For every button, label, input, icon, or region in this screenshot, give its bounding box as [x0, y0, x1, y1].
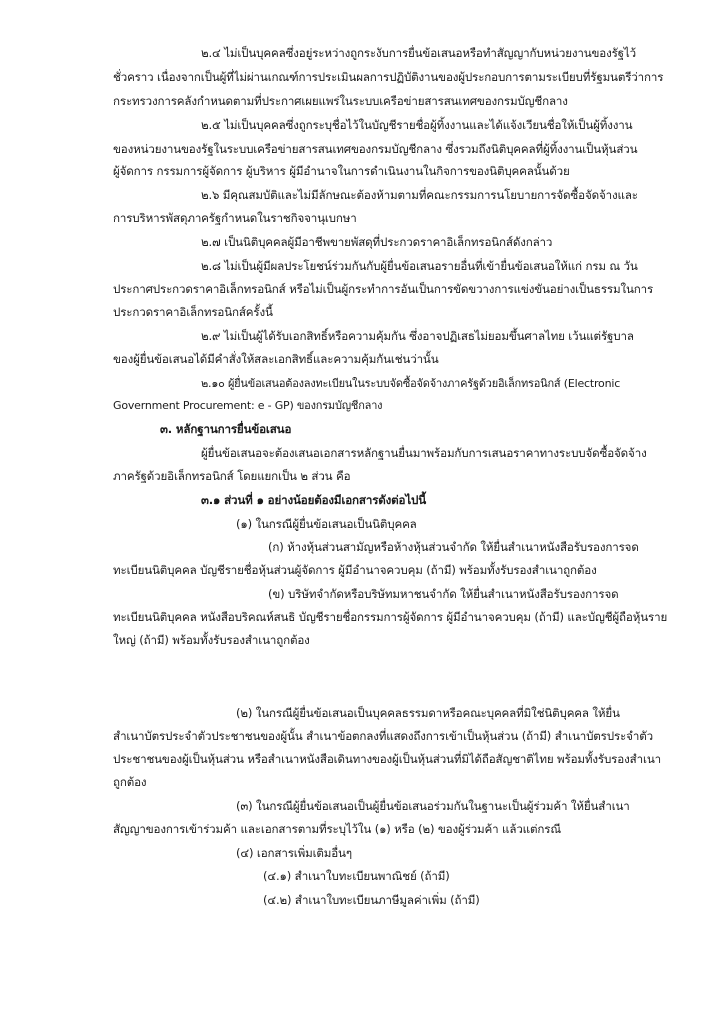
item-2-5-line-2: ของหน่วยงานของรัฐในระบบเครือข่ายสารสนเทศของกรมบัญชีกลาง ซึ่งรวมถึงนิติบุคคลที่ผู้ทิ้งงานเป็นหุ้นส่วน	[113, 142, 638, 156]
item-2-4-line-3: กระทรวงการคลังกำหนดตามที่ประกาศเผยแพร่ในระบบเครือข่ายสารสนเทศของกรมบัญชีกลาง	[113, 94, 568, 108]
sub-3-line-2: สัญญาของการเข้าร่วมค้า และเอกสารตามที่ระบุไว้ใน (๑) หรือ (๒) ของผู้ร่วมค้า แล้วแต่กรณี	[113, 822, 561, 836]
sub-4-1: (๔.๑) สำเนาใบทะเบียนพาณิชย์ (ถ้ามี)	[263, 869, 450, 883]
item-2-8-line-2: ประกาศประกวดราคาอิเล็กทรอนิกส์ หรือไม่เป็นผู้กระทำการอันเป็นการขัดขวางการแข่งขันอย่างเป็นธรรมในการ	[113, 282, 654, 296]
item-2-8-line-3: ประกวดราคาอิเล็กทรอนิกส์ครั้งนี้	[113, 305, 273, 319]
item-2-4-line-1: ๒.๔ ไม่เป็นบุคคลซึ่งอยู่ระหว่างถูกระงับการยื่นข้อเสนอหรือทำสัญญากับหน่วยงานของรัฐไว้	[201, 46, 636, 60]
section-3-intro-line-2: ภาครัฐด้วยอิเล็กทรอนิกส์ โดยแยกเป็น ๒ ส่วน คือ	[113, 469, 351, 483]
sub-1a-line-1: (ก) ห้างหุ้นส่วนสามัญหรือห้างหุ้นส่วนจำกัด ให้ยื่นสำเนาหนังสือรับรองการจด	[268, 540, 639, 554]
sub-1: (๑) ในกรณีผู้ยื่นข้อเสนอเป็นนิติบุคคล	[236, 517, 417, 531]
sub-4: (๔) เอกสารเพิ่มเติมอื่นๆ	[236, 846, 352, 860]
item-2-9-line-1: ๒.๙ ไม่เป็นผู้ได้รับเอกสิทธิ์หรือความคุ้มกัน ซึ่งอาจปฏิเสธไม่ยอมขึ้นศาลไทย เว้นแต่รัฐบาล	[201, 329, 634, 343]
item-2-10-line-2: Government Procurement: e - GP) ของกรมบัญชีกลาง	[113, 399, 383, 412]
sub-1a-line-2: ทะเบียนนิติบุคคล บัญชีรายชื่อหุ้นส่วนผู้จัดการ ผู้มีอำนาจควบคุม (ถ้ามี) พร้อมทั้งรับรองสำเนาถูกต้อง	[113, 563, 597, 577]
sub-2-line-4: ถูกต้อง	[113, 775, 147, 789]
sub-2-line-1: (๒) ในกรณีผู้ยื่นข้อเสนอเป็นบุคคลธรรมดาหรือคณะบุคคลที่มิใช่นิติบุคคล ให้ยื่น	[236, 706, 620, 720]
sub-1b-line-1: (ข) บริษัทจำกัดหรือบริษัทมหาชนจำกัด ให้ยื่นสำเนาหนังสือรับรองการจด	[268, 587, 619, 601]
sub-3-line-1: (๓) ในกรณีผู้ยื่นข้อเสนอเป็นผู้ยื่นข้อเสนอร่วมกันในฐานะเป็นผู้ร่วมค้า ให้ยื่นสำเนา	[236, 799, 630, 813]
section-3-heading: ๓. หลักฐานการยื่นข้อเสนอ	[160, 422, 292, 436]
sub-2-line-2: สำเนาบัตรประจำตัวประชาชนของผู้นั้น สำเนาข้อตกลงที่แสดงถึงการเข้าเป็นหุ้นส่วน (ถ้ามี) สำเนาบัตรประจำตัว	[113, 729, 653, 743]
item-2-6-line-1: ๒.๖ มีคุณสมบัติและไม่มีลักษณะต้องห้ามตามที่คณะกรรมการนโยบายการจัดซื้อจัดจ้างและ	[201, 188, 638, 202]
sub-1b-line-2: ทะเบียนนิติบุคคล หนังสือบริคณห์สนธิ บัญชีรายชื่อกรรมการผู้จัดการ ผู้มีอำนาจควบคุม (ถ้ามี) และบัญชีผู้ถือหุ้นราย	[113, 610, 668, 624]
item-2-8-line-1: ๒.๘ ไม่เป็นผู้มีผลประโยชน์ร่วมกันกับผู้ยื่นข้อเสนอรายอื่นที่เข้ายื่นข้อเสนอให้แก่ กรม ณ วัน	[201, 259, 638, 273]
sub-4-2: (๔.๒) สำเนาใบทะเบียนภาษีมูลค่าเพิ่ม (ถ้ามี)	[263, 893, 480, 907]
item-2-9-line-2: ของผู้ยื่นข้อเสนอได้มีคำสั่งให้สละเอกสิทธิ์และความคุ้มกันเช่นว่านั้น	[113, 352, 439, 366]
section-3-1-heading: ๓.๑ ส่วนที่ ๑ อย่างน้อยต้องมีเอกสารดังต่อไปนี้	[201, 493, 427, 507]
item-2-5-line-1: ๒.๕ ไม่เป็นบุคคลซึ่งถูกระบุชื่อไว้ในบัญชีรายชื่อผู้ทิ้งงานและได้แจ้งเวียนชื่อให้เป็นผู้ทิ้งงาน	[201, 118, 633, 132]
section-3-intro-line-1: ผู้ยื่นข้อเสนอจะต้องเสนอเอกสารหลักฐานยื่นมาพร้อมกับการเสนอราคาทางระบบจัดซื้อจัดจ้าง	[201, 446, 647, 460]
item-2-7-line-1: ๒.๗ เป็นนิติบุคคลผู้มีอาชีพขายพัสดุที่ประกวดราคาอิเล็กทรอนิกส์ดังกล่าว	[201, 235, 553, 249]
item-2-4-line-2: ชั่วคราว เนื่องจากเป็นผู้ที่ไม่ผ่านเกณฑ์การประเมินผลการปฏิบัติงานของผู้ประกอบการตามระเบียบที่รัฐมนตรีว่าการ	[113, 70, 664, 84]
item-2-5-line-3: ผู้จัดการ กรรมการผู้จัดการ ผู้บริหาร ผู้มีอำนาจในการดำเนินงานในกิจการของนิติบุคคลนั้นด้วย	[113, 164, 570, 178]
item-2-6-line-2: การบริหารพัสดุภาครัฐกำหนดในราชกิจจานุเบกษา	[113, 211, 357, 225]
sub-1b-line-3: ใหญ่ (ถ้ามี) พร้อมทั้งรับรองสำเนาถูกต้อง	[113, 633, 310, 647]
item-2-10-line-1: ๒.๑๐ ผู้ยื่นข้อเสนอต้องลงทะเบียนในระบบจัดซื้อจัดจ้างภาครัฐด้วยอิเล็กทรอนิกส์ (Electronic	[201, 377, 621, 390]
sub-2-line-3: ประชาชนของผู้เป็นหุ้นส่วน หรือสำเนาหนังสือเดินทางของผู้เป็นหุ้นส่วนที่มิได้ถือสัญชาติไทย พร้อมทั้งรับรองสำเนา	[113, 752, 661, 766]
